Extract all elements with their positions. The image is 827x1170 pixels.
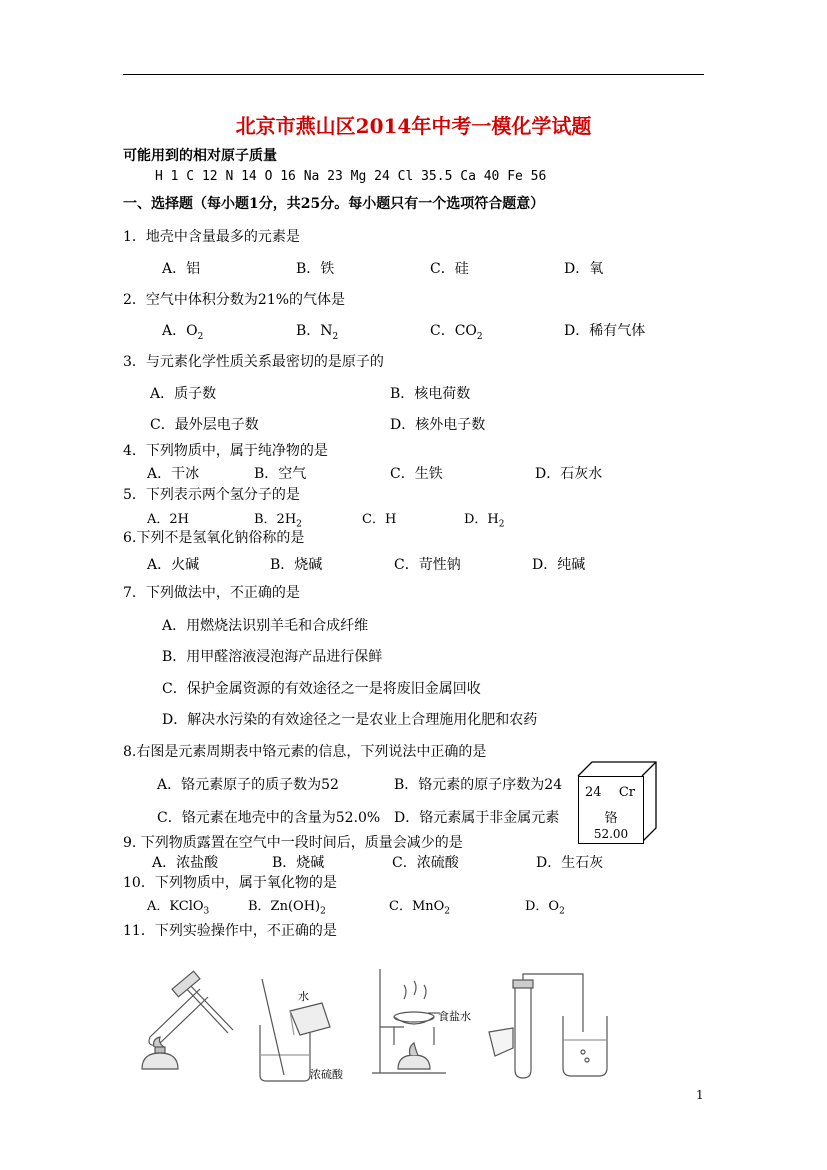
q6-option-a: A．火碱 xyxy=(147,557,200,573)
q7-option-b: B．用甲醛溶液浸泡海产品进行保鲜 xyxy=(162,649,383,665)
q3-option-c: C．最外层电子数 xyxy=(150,417,259,433)
q6-option-b: B．烧碱 xyxy=(270,557,323,573)
q1-option-a: A．铝 xyxy=(162,261,201,277)
atomic-mass-values: H 1 C 12 N 14 O 16 Na 23 Mg 24 Cl 35.5 Ca 40 Fe 56 xyxy=(155,169,547,184)
question-4: 4．下列物质中，属于纯净物的是 xyxy=(123,443,328,459)
q8-option-c: C．铬元素在地壳中的含量为52.0% xyxy=(157,810,381,826)
q10-option-d: D．$O_2$ xyxy=(525,899,565,917)
q9-option-b: B．烧碱 xyxy=(272,855,325,871)
page-number: 1 xyxy=(696,1088,704,1102)
q9-option-a: A．浓盐酸 xyxy=(152,855,219,871)
q2-option-d: D．稀有气体 xyxy=(564,323,646,339)
q8-option-a: A．铬元素原子的质子数为52 xyxy=(157,777,339,793)
label-salt-water: 食盐水 xyxy=(438,1010,471,1023)
q7-option-d: D．解决水污染的有效途径之一是农业上合理施用化肥和农药 xyxy=(162,712,538,728)
q1-option-d: D．氧 xyxy=(564,261,604,277)
question-7: 7．下列做法中，不正确的是 xyxy=(123,585,300,601)
q4-option-d: D．石灰水 xyxy=(535,466,603,482)
section-heading: 一、选择题（每小题1分，共25分。每小题只有一个选项符合题意） xyxy=(123,196,545,212)
figure-a-heating-test-tube xyxy=(128,975,238,1075)
q2-option-b: B．$N_2$ xyxy=(296,323,339,342)
q7-option-a: A．用燃烧法识别羊毛和合成纤维 xyxy=(162,618,369,634)
question-10: 10．下列物质中，属于氧化物的是 xyxy=(123,875,337,891)
header-rule xyxy=(123,74,704,75)
chromium-element-card xyxy=(578,776,644,844)
q10-option-a: A．KClO$_3$ xyxy=(147,899,210,917)
label-water: 水 xyxy=(298,990,309,1003)
label-concentrated-acid: 浓硫酸 xyxy=(310,1068,343,1081)
q10-option-c: C．MnO$_2$ xyxy=(389,899,451,917)
q5-option-d: D．$H_2$ xyxy=(464,512,505,530)
q3-option-d: D．核外电子数 xyxy=(390,417,486,433)
element-symbol: Cr xyxy=(618,785,635,800)
q7-option-c: C．保护金属资源的有效途径之一是将废旧金属回收 xyxy=(162,681,481,697)
q4-option-b: B．空气 xyxy=(254,466,307,482)
q2-option-a: A．$O_2$ xyxy=(162,323,204,342)
atomic-mass: 52.00 xyxy=(593,827,629,841)
q9-option-c: C．浓硫酸 xyxy=(392,855,459,871)
atomic-number: 24 xyxy=(585,785,602,800)
question-5: 5．下列表示两个氢分子的是 xyxy=(123,487,300,503)
q9-option-d: D．生石灰 xyxy=(536,855,604,871)
question-8: 8.右图是元素周期表中铬元素的信息，下列说法中正确的是 xyxy=(123,744,487,760)
q1-option-b: B．铁 xyxy=(296,261,335,277)
q8-option-b: B．铬元素的原子序数为24 xyxy=(394,777,563,793)
q4-option-c: C．生铁 xyxy=(390,466,443,482)
element-name: 铬 xyxy=(604,811,618,826)
q4-option-a: A．干冰 xyxy=(147,466,200,482)
q8-option-d: D．铬元素属于非金属元素 xyxy=(394,810,560,826)
figure-d-airtightness-check xyxy=(485,972,615,1082)
q10-option-b: B．$Zn(OH)_2$ xyxy=(248,899,326,917)
q5-option-c: C．H xyxy=(362,512,397,527)
q2-option-c: C．$CO_2$ xyxy=(430,323,483,342)
question-1: 1．地壳中含量最多的元素是 xyxy=(123,229,300,245)
q1-option-c: C．硅 xyxy=(430,261,469,277)
q3-option-a: A．质子数 xyxy=(150,386,217,402)
q3-option-b: B．核电荷数 xyxy=(390,386,471,402)
question-6: 6.下列不是氢氧化钠俗称的是 xyxy=(123,530,305,546)
q5-option-a: A．2H xyxy=(147,512,189,527)
question-3: 3．与元素化学性质关系最密切的是原子的 xyxy=(123,354,384,370)
q5-option-b: B．$2H_2$ xyxy=(254,512,302,530)
question-11: 11．下列实验操作中，不正确的是 xyxy=(123,923,337,939)
q6-option-c: C．苛性钠 xyxy=(394,557,461,573)
question-2: 2．空气中体积分数为21%的气体是 xyxy=(123,292,346,308)
question-9: 9. 下列物质露置在空气中一段时间后，质量会减少的是 xyxy=(123,835,463,851)
atomic-mass-heading: 可能用到的相对原子质量 xyxy=(123,148,277,164)
page-title: 北京市燕山区2014年中考一模化学试题 xyxy=(235,114,592,138)
q6-option-d: D．纯碱 xyxy=(532,557,586,573)
